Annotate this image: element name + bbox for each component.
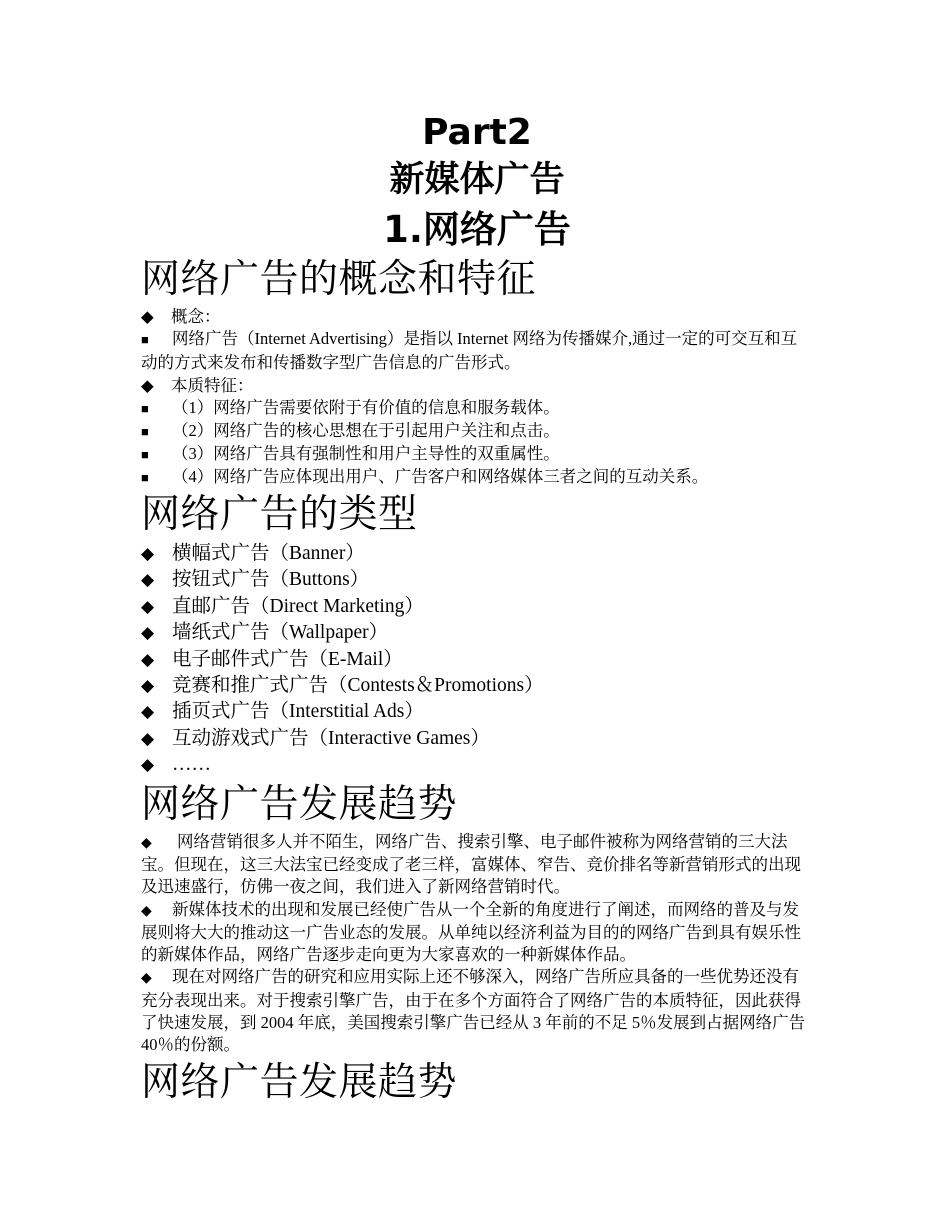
type-text: 插页式广告（Interstitial Ads） [172,701,424,723]
type-item [141,647,813,673]
type-text: 互动游戏式广告（Interactive Games） [172,727,490,749]
part-title: Part2 [422,112,532,153]
diamond-bullet-icon: ◆ [141,544,155,564]
concept-text: 网络广告（Internet Advertising）是指以 Internet 网络为传播媒介,通过一定的可交互和互动的方式来发布和传播数字型广告信息的广告形式。 [141,329,798,372]
type-item [141,752,813,778]
type-text: 按钮式广告（Buttons） [172,569,370,591]
type-text: 直邮广告（Direct Marketing） [172,595,424,617]
traits-label-row [141,375,813,397]
trend-text: 现在对网络广告的研究和应用实际上还不够深入，网络广告所应具备的一些优势还没有充分表现出来。对于搜索引擎广告，由于在多个方面符合了网络广告的本质特征，因此获得了快速发展，到 2004 年底，美国搜索引擎广告已经从 3 年前的不足 5％发展到占据网络广告 40％的份额。 [141,967,806,1055]
trait-text: （2）网络广告的核心思想在于引起用户关注和点击。 [172,421,560,440]
diamond-bullet-icon: ◆ [141,755,155,776]
trait-text: （1）网络广告需要依附于有价值的信息和服务载体。 [172,398,560,417]
document-page [141,112,813,1109]
type-text: 竞赛和推广式广告（Contests＆Promotions） [172,675,544,697]
square-bullet-icon: ■ [141,332,149,347]
concept-paragraph [141,328,813,374]
type-item [141,726,813,752]
type-item [141,567,813,593]
type-text: 横幅式广告（Banner） [172,543,365,564]
heading-ad-types: 网络广告的类型 [141,493,418,536]
square-bullet-icon: ■ [141,424,149,439]
heading-concept-features: 网络广告的概念和特征 [141,258,537,301]
diamond-bullet-icon: ◆ [141,376,154,395]
trait-item [141,397,813,420]
heading-trends-2: 网络广告发展趋势 [141,1060,458,1104]
type-text: 墙纸式广告（Wallpaper） [172,622,389,644]
concept-label-row [141,306,813,328]
trait-item [141,443,813,466]
section-title: 新媒体广告 [389,160,565,200]
trend-paragraph [141,966,813,1056]
type-text: 电子邮件式广告（E-Mail） [172,648,403,670]
trend-paragraph [141,831,813,899]
diamond-bullet-icon: ◆ [141,834,152,851]
trend-paragraph [141,899,813,967]
diamond-bullet-icon: ◆ [141,307,154,326]
trait-text: （3）网络广告具有强制性和用户主导性的双重属性。 [172,444,560,463]
diamond-bullet-icon: ◆ [141,728,155,749]
type-item [141,673,813,699]
trend-text: 网络营销很多人并不陌生，网络广告、搜索引擎、电子邮件被称为网络营销的三大法宝。但现在，这三大法宝已经变成了老三样，富媒体、窄告、竞价排名等新营销形式的出现及迅速盛行，仿佛一夜之间，我们进入了新网络营销时代。 [141,831,801,897]
diamond-bullet-icon: ◆ [141,902,152,919]
diamond-bullet-icon: ◆ [141,649,155,670]
type-text: …… [172,754,211,776]
diamond-bullet-icon: ◆ [141,596,155,617]
diamond-bullet-icon: ◆ [141,970,152,987]
trait-item [141,466,813,489]
trait-text: （4）网络广告应体现出用户、广告客户和网络媒体三者之间的互动关系。 [172,467,709,486]
trend-text: 新媒体技术的出现和发展已经使广告从一个全新的角度进行了阐述，而网络的普及与发展则将大大的推动这一广告业态的发展。从单纯以经济利益为目的的网络广告到具有娱乐性的新媒体作品，网络广告逐步走向更为大家喜欢的一种新媒体作品。 [141,899,801,965]
chapter-title: 1.网络广告 [383,208,571,251]
diamond-bullet-icon: ◆ [141,623,155,644]
diamond-bullet-icon: ◆ [141,702,155,723]
heading-trends: 网络广告发展趋势 [141,782,458,826]
trait-item [141,420,813,443]
type-item [141,620,813,646]
diamond-bullet-icon: ◆ [141,570,155,591]
square-bullet-icon: ■ [141,470,149,485]
type-item [141,699,813,725]
square-bullet-icon: ■ [141,447,149,462]
type-item [141,541,813,567]
diamond-bullet-icon: ◆ [141,676,155,697]
square-bullet-icon: ■ [141,401,149,416]
traits-label: 本质特征： [171,376,254,395]
type-item [141,594,813,620]
concept-label: 概念： [171,307,221,326]
